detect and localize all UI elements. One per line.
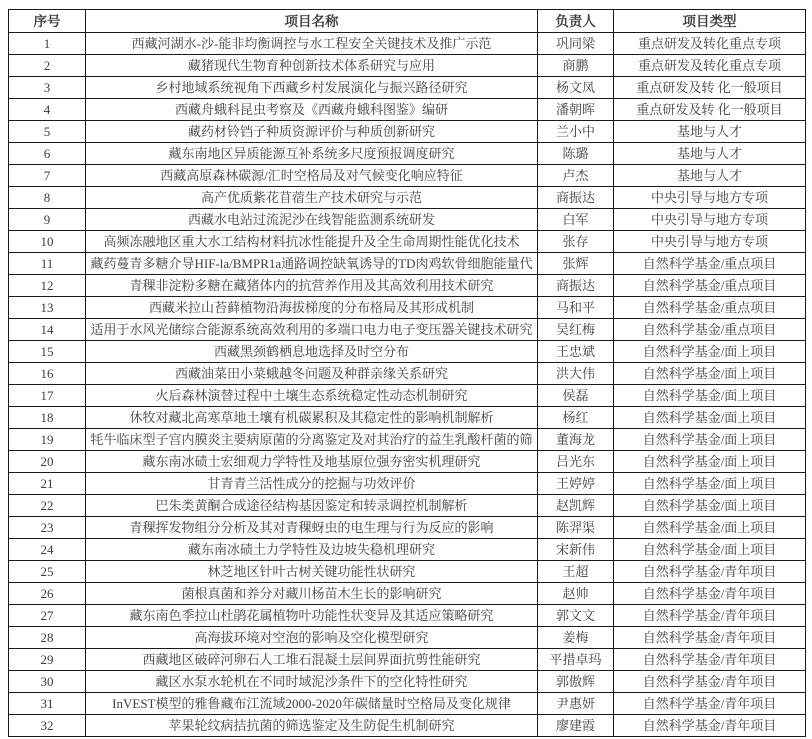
cell-project-type: 自然科学基金/面上项目 — [614, 473, 806, 495]
cell-project-type: 自然科学基金/面上项目 — [614, 517, 806, 539]
table-row — [9, 363, 806, 385]
table-row — [9, 539, 806, 561]
cell-index: 17 — [9, 385, 86, 407]
cell-index: 21 — [9, 473, 86, 495]
table-row — [9, 209, 806, 231]
cell-project-type: 自然科学基金/青年项目 — [614, 627, 806, 649]
cell-leader: 洪大伟 — [538, 363, 614, 385]
cell-project-name: 适用于水风光储综合能源系统高效利用的多端口电力电子变压器关键技术研究 — [86, 319, 538, 341]
cell-index: 4 — [9, 99, 86, 121]
cell-project-name: 藏药材铃铛子种质资源评价与种质创新研究 — [86, 121, 538, 143]
table-row — [9, 407, 806, 429]
cell-project-name: 藏东南冰碛土宏细观力学特性及地基原位强夯密实机理研究 — [86, 451, 538, 473]
cell-project-type: 自然科学基金/青年项目 — [614, 561, 806, 583]
cell-leader: 卢杰 — [538, 165, 614, 187]
cell-leader: 侯磊 — [538, 385, 614, 407]
cell-project-type: 自然科学基金/面上项目 — [614, 363, 806, 385]
cell-index: 8 — [9, 187, 86, 209]
table-row — [9, 253, 806, 275]
table-row — [9, 429, 806, 451]
cell-project-name: 藏猪现代生物育种创新技术体系研究与应用 — [86, 55, 538, 77]
cell-project-type: 自然科学基金/青年项目 — [614, 649, 806, 671]
cell-project-name: 西藏米拉山苔藓植物沿海拔梯度的分布格局及其形成机制 — [86, 297, 538, 319]
cell-leader: 姜梅 — [538, 627, 614, 649]
cell-project-name: 高海拔环境对空泡的影响及空化模型研究 — [86, 627, 538, 649]
cell-index: 24 — [9, 539, 86, 561]
table-row — [9, 341, 806, 363]
cell-leader: 赵凯辉 — [538, 495, 614, 517]
table-row — [9, 451, 806, 473]
cell-index: 25 — [9, 561, 86, 583]
table-row — [9, 495, 806, 517]
cell-project-name: 藏东南冰碛土力学特性及边坡失稳机理研究 — [86, 539, 538, 561]
cell-index: 2 — [9, 55, 86, 77]
cell-leader: 马和平 — [538, 297, 614, 319]
cell-leader: 董海龙 — [538, 429, 614, 451]
cell-index: 6 — [9, 143, 86, 165]
cell-project-name: 藏东南色季拉山杜鹃花属植物叶功能性状变异及其适应策略研究 — [86, 605, 538, 627]
cell-project-name: 乡村地域系统视角下西藏乡村发展演化与振兴路径研究 — [86, 77, 538, 99]
cell-project-name: 西藏河湖水-沙-能非均衡调控与水工程安全关键技术及推广示范 — [86, 33, 538, 55]
cell-leader: 宋新伟 — [538, 539, 614, 561]
cell-project-name: 高产优质紫花苜蓿生产技术研究与示范 — [86, 187, 538, 209]
cell-project-type: 基地与人才 — [614, 165, 806, 187]
cell-project-type: 自然科学基金/青年项目 — [614, 715, 806, 737]
cell-index: 9 — [9, 209, 86, 231]
cell-index: 5 — [9, 121, 86, 143]
cell-project-name: InVEST模型的雅鲁藏布江流域2000-2020年碳储量时空格局及变化规律 — [86, 693, 538, 715]
cell-project-type: 自然科学基金/重点项目 — [614, 275, 806, 297]
cell-project-type: 自然科学基金/面上项目 — [614, 495, 806, 517]
cell-index: 27 — [9, 605, 86, 627]
cell-project-name: 甘青青兰活性成分的挖掘与功效评价 — [86, 473, 538, 495]
cell-leader: 兰小中 — [538, 121, 614, 143]
cell-index: 31 — [9, 693, 86, 715]
cell-project-type: 自然科学基金/面上项目 — [614, 407, 806, 429]
cell-leader: 陈羿渠 — [538, 517, 614, 539]
cell-project-name: 藏东南地区异质能源互补系统多尺度预报调度研究 — [86, 143, 538, 165]
cell-leader: 吴红梅 — [538, 319, 614, 341]
table-row — [9, 33, 806, 55]
cell-leader: 白军 — [538, 209, 614, 231]
table-row — [9, 605, 806, 627]
table-row — [9, 77, 806, 99]
header-project-type: 项目类型 — [614, 10, 806, 33]
cell-project-type: 自然科学基金/重点项目 — [614, 319, 806, 341]
table-row — [9, 99, 806, 121]
cell-project-name: 青稞非淀粉多糖在藏猪体内的抗营养作用及其高效利用技术研究 — [86, 275, 538, 297]
cell-index: 14 — [9, 319, 86, 341]
cell-project-name: 藏区水泵水轮机在不同时域泥沙条件下的空化特性研究 — [86, 671, 538, 693]
cell-index: 19 — [9, 429, 86, 451]
table-row — [9, 583, 806, 605]
cell-leader: 王婷婷 — [538, 473, 614, 495]
cell-project-type: 重点研发及转 化一般项目 — [614, 99, 806, 121]
cell-index: 10 — [9, 231, 86, 253]
cell-index: 26 — [9, 583, 86, 605]
cell-leader: 平措卓玛 — [538, 649, 614, 671]
cell-project-type: 中央引导与地方专项 — [614, 209, 806, 231]
cell-index: 7 — [9, 165, 86, 187]
table-row — [9, 627, 806, 649]
cell-index: 23 — [9, 517, 86, 539]
table-row — [9, 55, 806, 77]
cell-project-name: 藏药蔓青多糖介导HIF-la/BMPR1a通路调控缺氧诱导的TD肉鸡软骨细胞能量代 — [86, 253, 538, 275]
cell-leader: 廖建霞 — [538, 715, 614, 737]
cell-project-name: 林芝地区针叶古树关键功能性状研究 — [86, 561, 538, 583]
cell-index: 12 — [9, 275, 86, 297]
table-row — [9, 319, 806, 341]
cell-project-type: 自然科学基金/面上项目 — [614, 341, 806, 363]
table-row — [9, 715, 806, 737]
cell-leader: 巩同梁 — [538, 33, 614, 55]
cell-project-type: 基地与人才 — [614, 121, 806, 143]
cell-project-type: 自然科学基金/青年项目 — [614, 583, 806, 605]
cell-leader: 王忠斌 — [538, 341, 614, 363]
table-row — [9, 473, 806, 495]
table-row — [9, 231, 806, 253]
cell-project-name: 西藏黑颈鹤栖息地选择及时空分布 — [86, 341, 538, 363]
table-row — [9, 385, 806, 407]
cell-leader: 张存 — [538, 231, 614, 253]
table-row — [9, 517, 806, 539]
projects-table — [8, 9, 806, 737]
cell-index: 28 — [9, 627, 86, 649]
cell-leader: 尹惠妍 — [538, 693, 614, 715]
table-row — [9, 297, 806, 319]
table-row — [9, 649, 806, 671]
table-row — [9, 165, 806, 187]
cell-index: 18 — [9, 407, 86, 429]
projects-table-container — [8, 9, 805, 737]
cell-project-type: 自然科学基金/青年项目 — [614, 605, 806, 627]
cell-project-type: 自然科学基金/青年项目 — [614, 671, 806, 693]
table-row — [9, 693, 806, 715]
cell-project-type: 自然科学基金/青年项目 — [614, 693, 806, 715]
cell-project-type: 基地与人才 — [614, 143, 806, 165]
header-leader: 负责人 — [538, 10, 614, 33]
cell-index: 30 — [9, 671, 86, 693]
table-row — [9, 143, 806, 165]
cell-index: 15 — [9, 341, 86, 363]
table-row — [9, 121, 806, 143]
cell-leader: 商鹏 — [538, 55, 614, 77]
cell-project-name: 苹果轮纹病拮抗菌的筛选鉴定及生防促生机制研究 — [86, 715, 538, 737]
cell-index: 11 — [9, 253, 86, 275]
cell-leader: 杨文凤 — [538, 77, 614, 99]
cell-project-type: 自然科学基金/面上项目 — [614, 451, 806, 473]
cell-project-name: 西藏高原森林碳源/汇时空格局及对气候变化响应特征 — [86, 165, 538, 187]
cell-project-type: 自然科学基金/面上项目 — [614, 429, 806, 451]
cell-leader: 潘朝晖 — [538, 99, 614, 121]
table-row — [9, 275, 806, 297]
cell-project-type: 中央引导与地方专项 — [614, 231, 806, 253]
cell-index: 29 — [9, 649, 86, 671]
table-row — [9, 187, 806, 209]
header-project-name: 项目名称 — [86, 10, 538, 33]
cell-project-type: 自然科学基金/重点项目 — [614, 253, 806, 275]
cell-project-name: 巴朱类黄酮合成途径结构基因鉴定和转录调控机制解析 — [86, 495, 538, 517]
cell-project-type: 重点研发及转 化一般项目 — [614, 77, 806, 99]
cell-project-name: 青稞挥发物组分分析及其对青稞蚜虫的电生理与行为反应的影响 — [86, 517, 538, 539]
cell-leader: 张辉 — [538, 253, 614, 275]
cell-leader: 王超 — [538, 561, 614, 583]
cell-project-type: 重点研发及转化重点专项 — [614, 33, 806, 55]
cell-project-type: 自然科学基金/面上项目 — [614, 385, 806, 407]
table-row — [9, 561, 806, 583]
table-header — [9, 10, 806, 33]
cell-index: 3 — [9, 77, 86, 99]
cell-index: 16 — [9, 363, 86, 385]
cell-leader: 郭文文 — [538, 605, 614, 627]
cell-project-name: 休牧对藏北高寒草地土壤有机碳累积及其稳定性的影响机制解析 — [86, 407, 538, 429]
cell-project-type: 中央引导与地方专项 — [614, 187, 806, 209]
cell-project-type: 自然科学基金/面上项目 — [614, 539, 806, 561]
cell-project-name: 西藏油菜田小菜蛾越冬问题及种群亲缘关系研究 — [86, 363, 538, 385]
cell-index: 32 — [9, 715, 86, 737]
cell-project-name: 菌根真菌和养分对藏川杨苗木生长的影响研究 — [86, 583, 538, 605]
cell-leader: 陈璐 — [538, 143, 614, 165]
cell-leader: 郭傲辉 — [538, 671, 614, 693]
cell-index: 22 — [9, 495, 86, 517]
table-row — [9, 671, 806, 693]
cell-project-name: 火后森林演替过程中土壤生态系统稳定性动态机制研究 — [86, 385, 538, 407]
cell-index: 1 — [9, 33, 86, 55]
cell-leader: 杨红 — [538, 407, 614, 429]
cell-leader: 商振达 — [538, 275, 614, 297]
table-body — [9, 33, 806, 737]
header-row — [9, 10, 806, 33]
cell-index: 13 — [9, 297, 86, 319]
cell-leader: 商振达 — [538, 187, 614, 209]
cell-project-name: 西藏水电站过流泥沙在线智能监测系统研发 — [86, 209, 538, 231]
cell-project-name: 牦牛临床型子宫内膜炎主要病原菌的分离鉴定及对其治疗的益生乳酸杆菌的筛 — [86, 429, 538, 451]
cell-project-name: 西藏舟蛾科昆虫考察及《西藏舟蛾科图鉴》编研 — [86, 99, 538, 121]
cell-leader: 吕光东 — [538, 451, 614, 473]
header-index: 序号 — [9, 10, 86, 33]
cell-leader: 赵帅 — [538, 583, 614, 605]
cell-index: 20 — [9, 451, 86, 473]
cell-project-name: 高频冻融地区重大水工结构材料抗冰性能提升及全生命周期性能优化技术 — [86, 231, 538, 253]
cell-project-name: 西藏地区破碎河卵石人工堆石混凝土层间界面抗剪性能研究 — [86, 649, 538, 671]
cell-project-type: 自然科学基金/重点项目 — [614, 297, 806, 319]
cell-project-type: 重点研发及转化重点专项 — [614, 55, 806, 77]
